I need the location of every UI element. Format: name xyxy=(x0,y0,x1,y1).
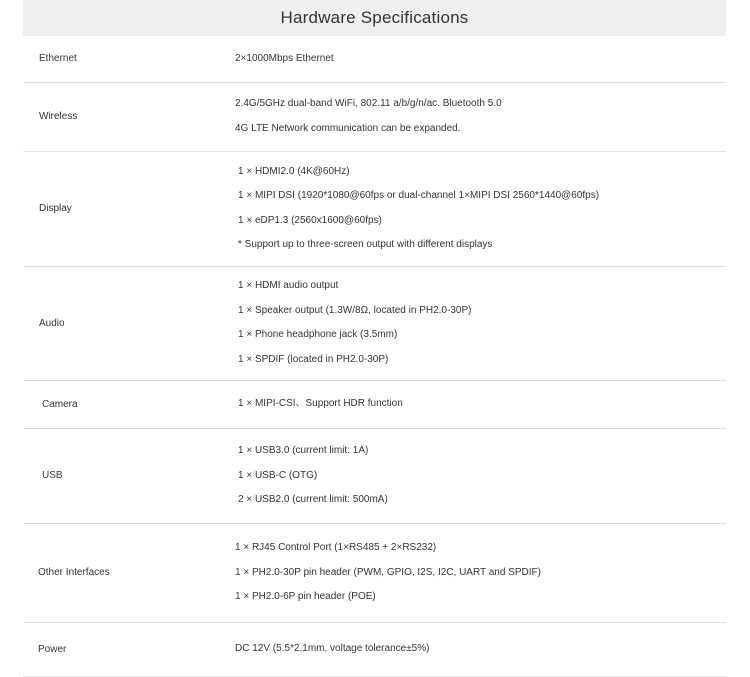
row-value xyxy=(219,151,726,266)
spec-line: 1 × Speaker output (1.3W/8Ω, located in PH2.0-30P) xyxy=(238,304,472,316)
row-label: Power xyxy=(23,622,219,676)
row-label: Wireless xyxy=(23,82,219,151)
spec-line: 2 × USB2.0 (current limit: 500mA) xyxy=(238,494,388,505)
row-label: Camera xyxy=(23,380,219,428)
spec-line: 2×1000Mbps Ethernet xyxy=(235,52,334,64)
table-row-usb xyxy=(23,428,726,523)
row-value xyxy=(219,36,726,82)
table-row-wireless xyxy=(23,82,726,151)
table-row-power xyxy=(23,622,726,676)
row-value xyxy=(219,523,726,622)
table-row-ethernet xyxy=(23,36,726,82)
table-row-other-interfaces xyxy=(23,523,726,622)
spec-line: 1 × MIPI-CSI、Support HDR function xyxy=(238,398,403,409)
row-value xyxy=(219,428,726,523)
row-label: Display xyxy=(23,151,219,266)
row-value xyxy=(219,380,726,428)
spec-line: 4G LTE Network communication can be expanded. xyxy=(235,122,461,134)
spec-line: 1 × MIPI DSI (1920*1080@60fps or dual-channel 1×MIPI DSI 2560*1440@60fps) xyxy=(238,190,600,202)
spec-line: 1 × eDP1.3 (2560x1600@60fps) xyxy=(238,214,382,226)
page-title: Hardware Specifications xyxy=(23,0,726,36)
spec-line: 1 × SPDIF (located in PH2.0-30P) xyxy=(238,353,389,365)
row-label: USB xyxy=(23,428,219,523)
spec-line: 1 × PH2.0-6P pin header (POE) xyxy=(235,591,376,602)
spec-line: 1 × USB3.0 (current limit: 1A) xyxy=(238,445,369,456)
row-value xyxy=(219,266,726,380)
row-value xyxy=(219,82,726,151)
spec-line: * Support up to three-screen output with different displays xyxy=(238,239,493,251)
table-row-audio xyxy=(23,266,726,380)
specs-table xyxy=(23,36,726,677)
row-label: Ethernet xyxy=(23,36,219,82)
spec-line: 1 × RJ45 Control Port (1×RS485 + 2×RS232) xyxy=(235,542,437,553)
row-value xyxy=(219,622,726,676)
spec-line: 1 × Phone headphone jack (3.5mm) xyxy=(238,329,398,341)
row-label: Other Interfaces xyxy=(23,523,219,622)
hardware-specs-section xyxy=(23,0,726,677)
row-label: Audio xyxy=(23,266,219,380)
spec-line: 1 × HDMI audio output xyxy=(238,280,339,292)
spec-line: DC 12V (5.5*2.1mm, voltage tolerance±5%) xyxy=(235,643,430,654)
spec-line: 2.4G/5GHz dual-band WiFi, 802.11 a/b/g/n/ac. Bluetooth 5.0 xyxy=(235,98,502,110)
table-row-camera xyxy=(23,380,726,428)
spec-line: 1 × PH2.0-30P pin header (PWM, GPIO, I2S, I2C, UART and SPDIF) xyxy=(235,566,541,578)
table-row-display xyxy=(23,151,726,266)
spec-line: 1 × HDMI2.0 (4K@60Hz) xyxy=(238,165,350,177)
spec-line: 1 × USB-C (OTG) xyxy=(238,469,318,481)
